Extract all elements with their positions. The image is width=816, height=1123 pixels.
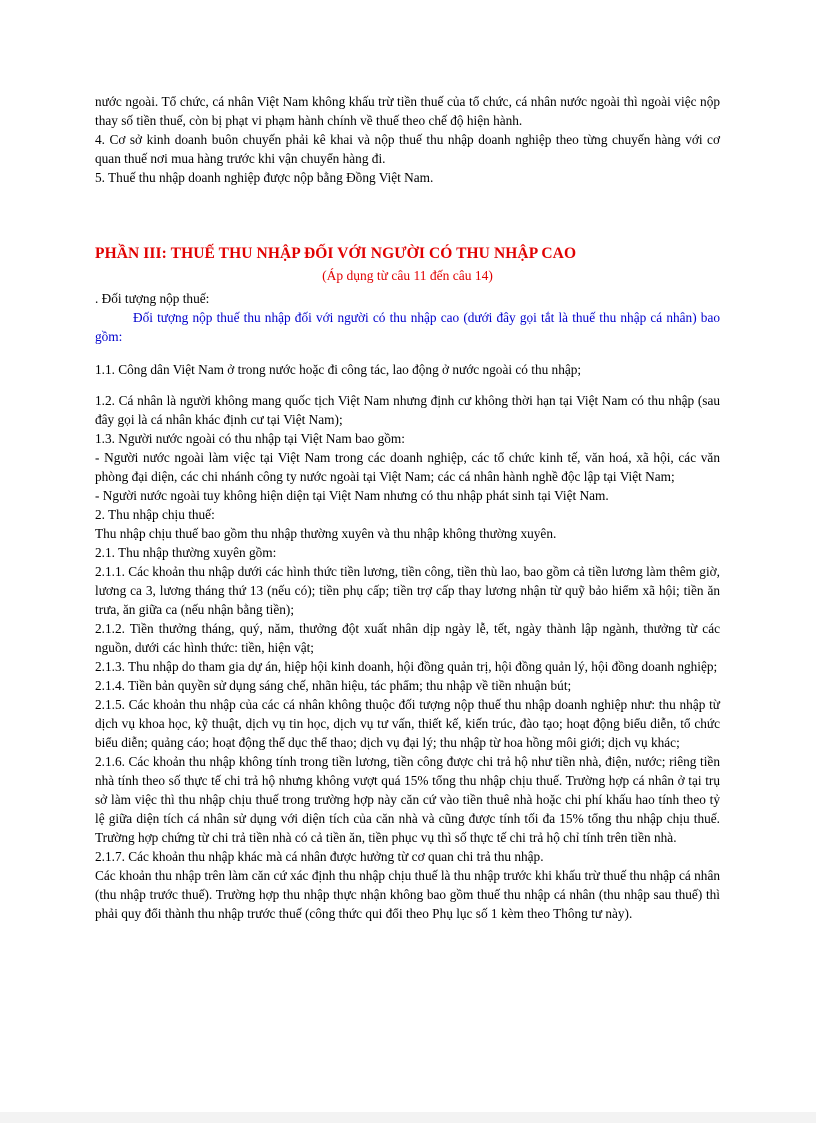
paragraph-1-3: 1.3. Người nước ngoài có thu nhập tại Việt Nam bao gồm: [95,431,405,446]
section-body [95,289,720,923]
paragraph-2-1-6: 2.1.6. Các khoản thu nhập không tính trong tiền lương, tiền công được chi trả hộ như tiền nhà, điện, nước; riêng tiền nhà tính theo số thực tế chi trả hộ nhưng không vượt quá 15% tổng thu nhập chịu thuế. Trường hợp cá nhân ở tại trụ sở làm việc thì thu nhập chịu thuế trong trường hợp này căn cứ vào tiền thuê nhà hoặc chi phí khấu hao tính theo tỷ lệ giữa diện tích cá nhân sử dụng với diện tích của căn nhà và cũng được tính tối đa 15% tổng thu nhập chịu thuế. Trường hợp chứng từ chi trả tiền nhà có cả tiền ăn, tiền phục vụ thì số thực tế chi trả hộ chỉ tính trên tiền nhà. [95,754,720,845]
paragraph-1-1: 1.1. Công dân Việt Nam ở trong nước hoặc đi công tác, lao động ở nước ngoài có thu nhập; [95,362,582,377]
paragraph-1-2: 1.2. Cá nhân là người không mang quốc tịch Việt Nam nhưng định cư không thời hạn tại Việt Nam có thu nhập (sau đây gọi là cá nhân khác định cư tại Việt Nam); [95,393,720,427]
paragraph-2: 2. Thu nhập chịu thuế: [95,507,215,522]
paragraph-final: Các khoản thu nhập trên làm căn cứ xác định thu nhập chịu thuế là thu nhập trước khi khấu trừ thuế thu nhập cá nhân (thu nhập trước thuế). Trường hợp thu nhập thực nhận không bao gồm thuế thu nhập cá nhân (thu nhập sau thuế) thì phải quy đổi thành thu nhập trước thuế (công thức qui đổi theo Phụ lục số 1 kèm theo Thông tư này). [95,868,720,921]
paragraph-2-1-5: 2.1.5. Các khoản thu nhập của các cá nhân không thuộc đối tượng nộp thuế thu nhập doanh nghiệp như: thu nhập từ dịch vụ khoa học, kỹ thuật, dịch vụ tin học, dịch vụ tư vấn, thiết kế, kiến trúc, đào tạo; hoạt động biểu diễn, tổ chức biểu diễn; quảng cáo; hoạt động thể dục thể thao; dịch vụ đại lý; thu nhập từ hoa hồng môi giới; dịch vụ khác; [95,697,720,750]
top-block [95,92,720,187]
page-bottom-edge [0,1112,816,1123]
paragraph-2-1-4: 2.1.4. Tiền bản quyền sử dụng sáng chế, nhãn hiệu, tác phẩm; thu nhập về tiền nhuận bút; [95,678,572,693]
paragraph-2-1-3: 2.1.3. Thu nhập do tham gia dự án, hiệp hội kinh doanh, hội đồng quản trị, hội đồng quản lý, hội đồng doanh nghiệp; [95,659,718,674]
paragraph-2-1-2: 2.1.2. Tiền thưởng tháng, quý, năm, thưởng đột xuất nhân dịp ngày lễ, tết, ngày thành lập ngành, thưởng từ các nguồn, dưới các hình thức: tiền, hiện vật; [95,621,720,655]
paragraph-2-desc: Thu nhập chịu thuế bao gồm thu nhập thường xuyên và thu nhập không thường xuyên. [95,526,557,541]
paragraph-item-4: 4. Cơ sở kinh doanh buôn chuyến phải kê khai và nộp thuế thu nhập doanh nghiệp theo từng chuyến hàng với cơ quan thuế nơi mua hàng trước khi vận chuyển hàng đi. [95,132,720,166]
paragraph-item-5: 5. Thuế thu nhập doanh nghiệp được nộp bằng Đồng Việt Nam. [95,170,434,185]
paragraph-1-3-a: - Người nước ngoài làm việc tại Việt Nam trong các doanh nghiệp, các tổ chức kinh tế, văn hoá, xã hội, các văn phòng đại diện, các chi nhánh công ty nước ngoài tại Việt Nam; các cá nhân hành nghề độc lập tại Việt Nam; [95,450,720,484]
paragraph-2-1-1: 2.1.1. Các khoản thu nhập dưới các hình thức tiền lương, tiền công, tiền thù lao, bao gồm cả tiền lương làm thêm giờ, lương ca 3, lương tháng thứ 13 (nếu có); tiền phụ cấp; tiền trợ cấp thay lương nhận từ quỹ bảo hiểm xã hội; tiền ăn trưa, ăn giữa ca (nếu nhận bằng tiền); [95,564,720,617]
paragraph-2-1: 2.1. Thu nhập thường xuyên gồm: [95,545,277,560]
paragraph-2-1-7: 2.1.7. Các khoản thu nhập khác mà cá nhân được hưởng từ cơ quan chi trả thu nhập. [95,849,544,864]
section-subtitle: (Áp dụng từ câu 11 đến câu 14) [322,268,493,283]
paragraph-subject-desc: Đối tượng nộp thuế thu nhập đối với người có thu nhập cao (dưới đây gọi tắt là thuế thu nhập cá nhân) bao gồm: [95,310,720,344]
paragraph-penalty: nước ngoài. Tổ chức, cá nhân Việt Nam không khấu trừ tiền thuế của tổ chức, cá nhân nước ngoài thì ngoài việc nộp thay số tiền thuế, còn bị phạt vi phạm hành chính về thuế theo chế độ hiện hành. [95,94,720,128]
paragraph-subject: . Đối tượng nộp thuế: [95,291,210,306]
section-title: PHẦN III: THUẾ THU NHẬP ĐỐI VỚI NGƯỜI CÓ THU NHẬP CAO [95,245,577,262]
paragraph-1-3-b: - Người nước ngoài tuy không hiện diện tại Việt Nam nhưng có thu nhập phát sinh tại Việt Nam. [95,488,609,503]
